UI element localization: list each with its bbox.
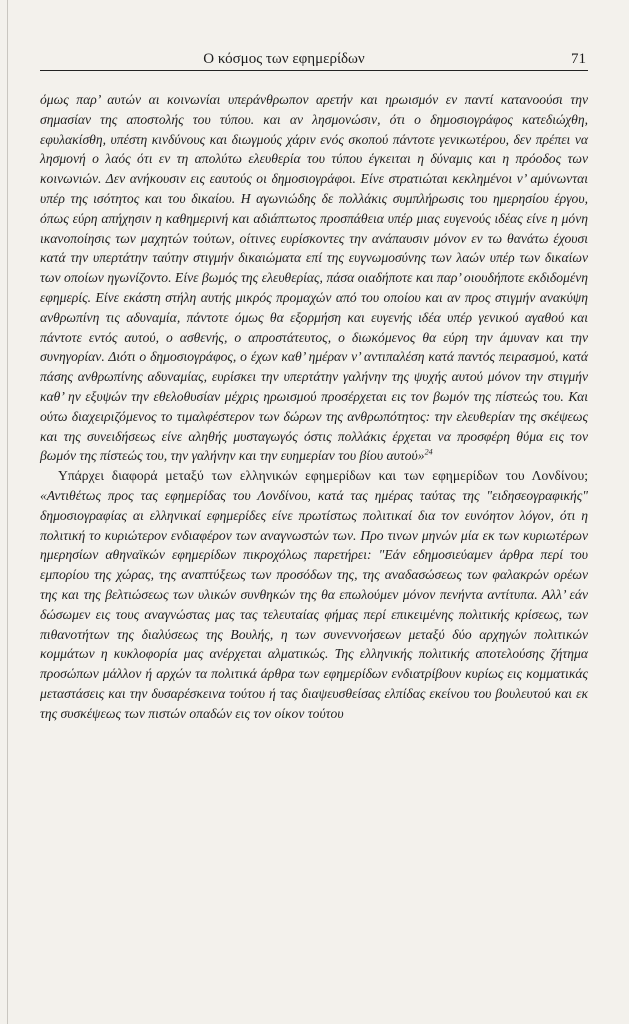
paragraph-lead: Υπάρχει διαφορά μεταξύ των ελληνικών εφημερίδων και των εφημερίδων του Λονδίνου;: [58, 468, 588, 484]
running-header: [40, 50, 588, 71]
quoted-paragraph-text: όμως παρ’ αυτών αι κοινωνίαι υπεράνθρωπον αρετήν και ηρωισμόν εν παντί κατανοούσι την σημασίαν της αποστολής του τύπου. και αν λησμονώσιν, ότι ο δημοσιογράφος κατεδιώχθη, εφυλακίσθη, υπέστη κινδύνους και διωγμούς χάριν ενός σκοπού πάντοτε γενικωτέρου, δεν πρέπει να λησμονή ο λαός ότι εν τη απολύτω ελευθερία του τύπου έγκειται η δύναμις και η πρόοδος των κοινωνιών. Δεν ανήκουσιν εις εαυτούς οι δημοσιογράφοι. Είνε στρατιώται κεκλημένοι ν’ αμύνωνται υπέρ της ισότητος και του δικαίου. Η αγωνιώδης δε πολλάκις συμπλήρωσις του ημερησίου έργου, όπως εύρη απήχησιν η καθημερινή και αδιάπτωτος προσπάθεια υπέρ μιας ευγενούς ιδέας είνε η μόνη ικανοποίησις των μαχητών τούτων, οίτινες ευρίσκοντες την ανάπαυσιν μόνον εν τω θανάτω έχουσι κατά την υπερτάτην ταύτην στιγμήν δικαιώματα επί της ευγνωμοσύνης των λαών υπέρ των δικαίων των οποίων ηγωνίζοντο. Είνε βωμός της ελευθερίας, πάσα οιαδήποτε και παρ’ οιουδήποτε εκδιδομένη εφημερίς. Είνε εκάστη στήλη αυτής μικρός προμαχών από του οποίου και αν προς στιγμήν ανακύψη ανθρωπίνη τις αδυναμία, πάντοτε όμως θα εξορμήση και ευγενής ιδέα υπέρ γενικού αγαθού και πάντοτε εντός αυτού, ο ασθενής, ο απροστάτευτος, ο διωκόμενος θα εύρη την άμυναν και την συνηγορίαν. Διότι ο δημοσιογράφος, ο έχων καθ’ ημέραν ν’ αντιπαλέση κατά παντός πειρασμού, κατά πάσης ανθρωπίνης αδυναμίας, ευρίσκει την υπερτάτην γαλήνην της ψυχής αυτού μόνον την στιγμήν καθ’ ην εξυψών την εθελοθυσίαν μέχρις ηρωισμού προσέρχεται εις τον βωμόν της πίστεώς του. Και ούτω διαχειριζόμενος το τιμαλφέστερον των δώρων της ανθρωπότητος: την ελευθερίαν της σκέψεως και της συνειδήσεως είνε αληθής μυσταγωγός όστις πολλάκις έρχεται να προσφέρη θύμα εις τον βωμόν της πίστεώς του, την γαλήνην και την ευημερίαν του βίου αυτού»: [40, 92, 588, 464]
page-number: 71: [571, 51, 586, 67]
scan-edge-line: [7, 0, 8, 1024]
quoted-passage: «Αντιθέτως προς τας εφημερίδας του Λονδίνου, κατά τας ημέρας ταύτας της "ειδησεογραφικής" δημοσιογραφίας αι ελληνικαί εφημερίδες είνε πρωτίστως πολιτικαί δια τον ευνόητον λόγον, ότι η πολιτική το κυριώτερον ενδιαφέρον των αναγνωστών των. Προ τινων μηνών μία εκ των κυριωτέρων ημερησίων αθηναϊκών εφημερίδων πικροχόλως παρετήρει: "Εάν εδημοσιεύαμεν άρθρα περί του εμπορίου της χώρας, της αναπτύξεως των προσόδων της, της αναδασώσεως των φαλακρών ορέων της και της βελτιώσεως των υλικών συνθηκών της θα επωλούμεν μόνον πενήντα αντίτυπα. Αλλ’ εάν δώσωμεν εις τους αναγνώστας μας τας τελευταίας φήμας περί επικειμένης πολιτικής κρίσεως, των πιθανοτήτων της διαλύσεως της Βουλής, η των συνεννοήσεων μεταξύ δύο αρχηγών πολιτικών κομμάτων η κυκλοφορία μας ανέρχεται αλματικώς. Της ελληνικής πολιτικής αποτελούσης ζήτημα προσώπων μάλλον ή αρχών τα πολιτικά άρθρα των εφημερίδων ενδιατρίβουν κυρίως εις κομματικάς μεταστάσεις και την δυσαρέσκεινα τούτου ή τας διαψευσθείσας ελπίδας εκείνου του βουλευτού και εκ της συσκέψεως των πιστών οπαδών εις τον οίκον τούτου: [40, 487, 588, 721]
body-text: [40, 90, 588, 724]
quoted-paragraph: [40, 90, 588, 466]
footnote-marker: 24: [424, 447, 433, 457]
body-paragraph: [40, 466, 588, 723]
running-title: Ο κόσμος των εφημερίδων: [203, 51, 365, 67]
